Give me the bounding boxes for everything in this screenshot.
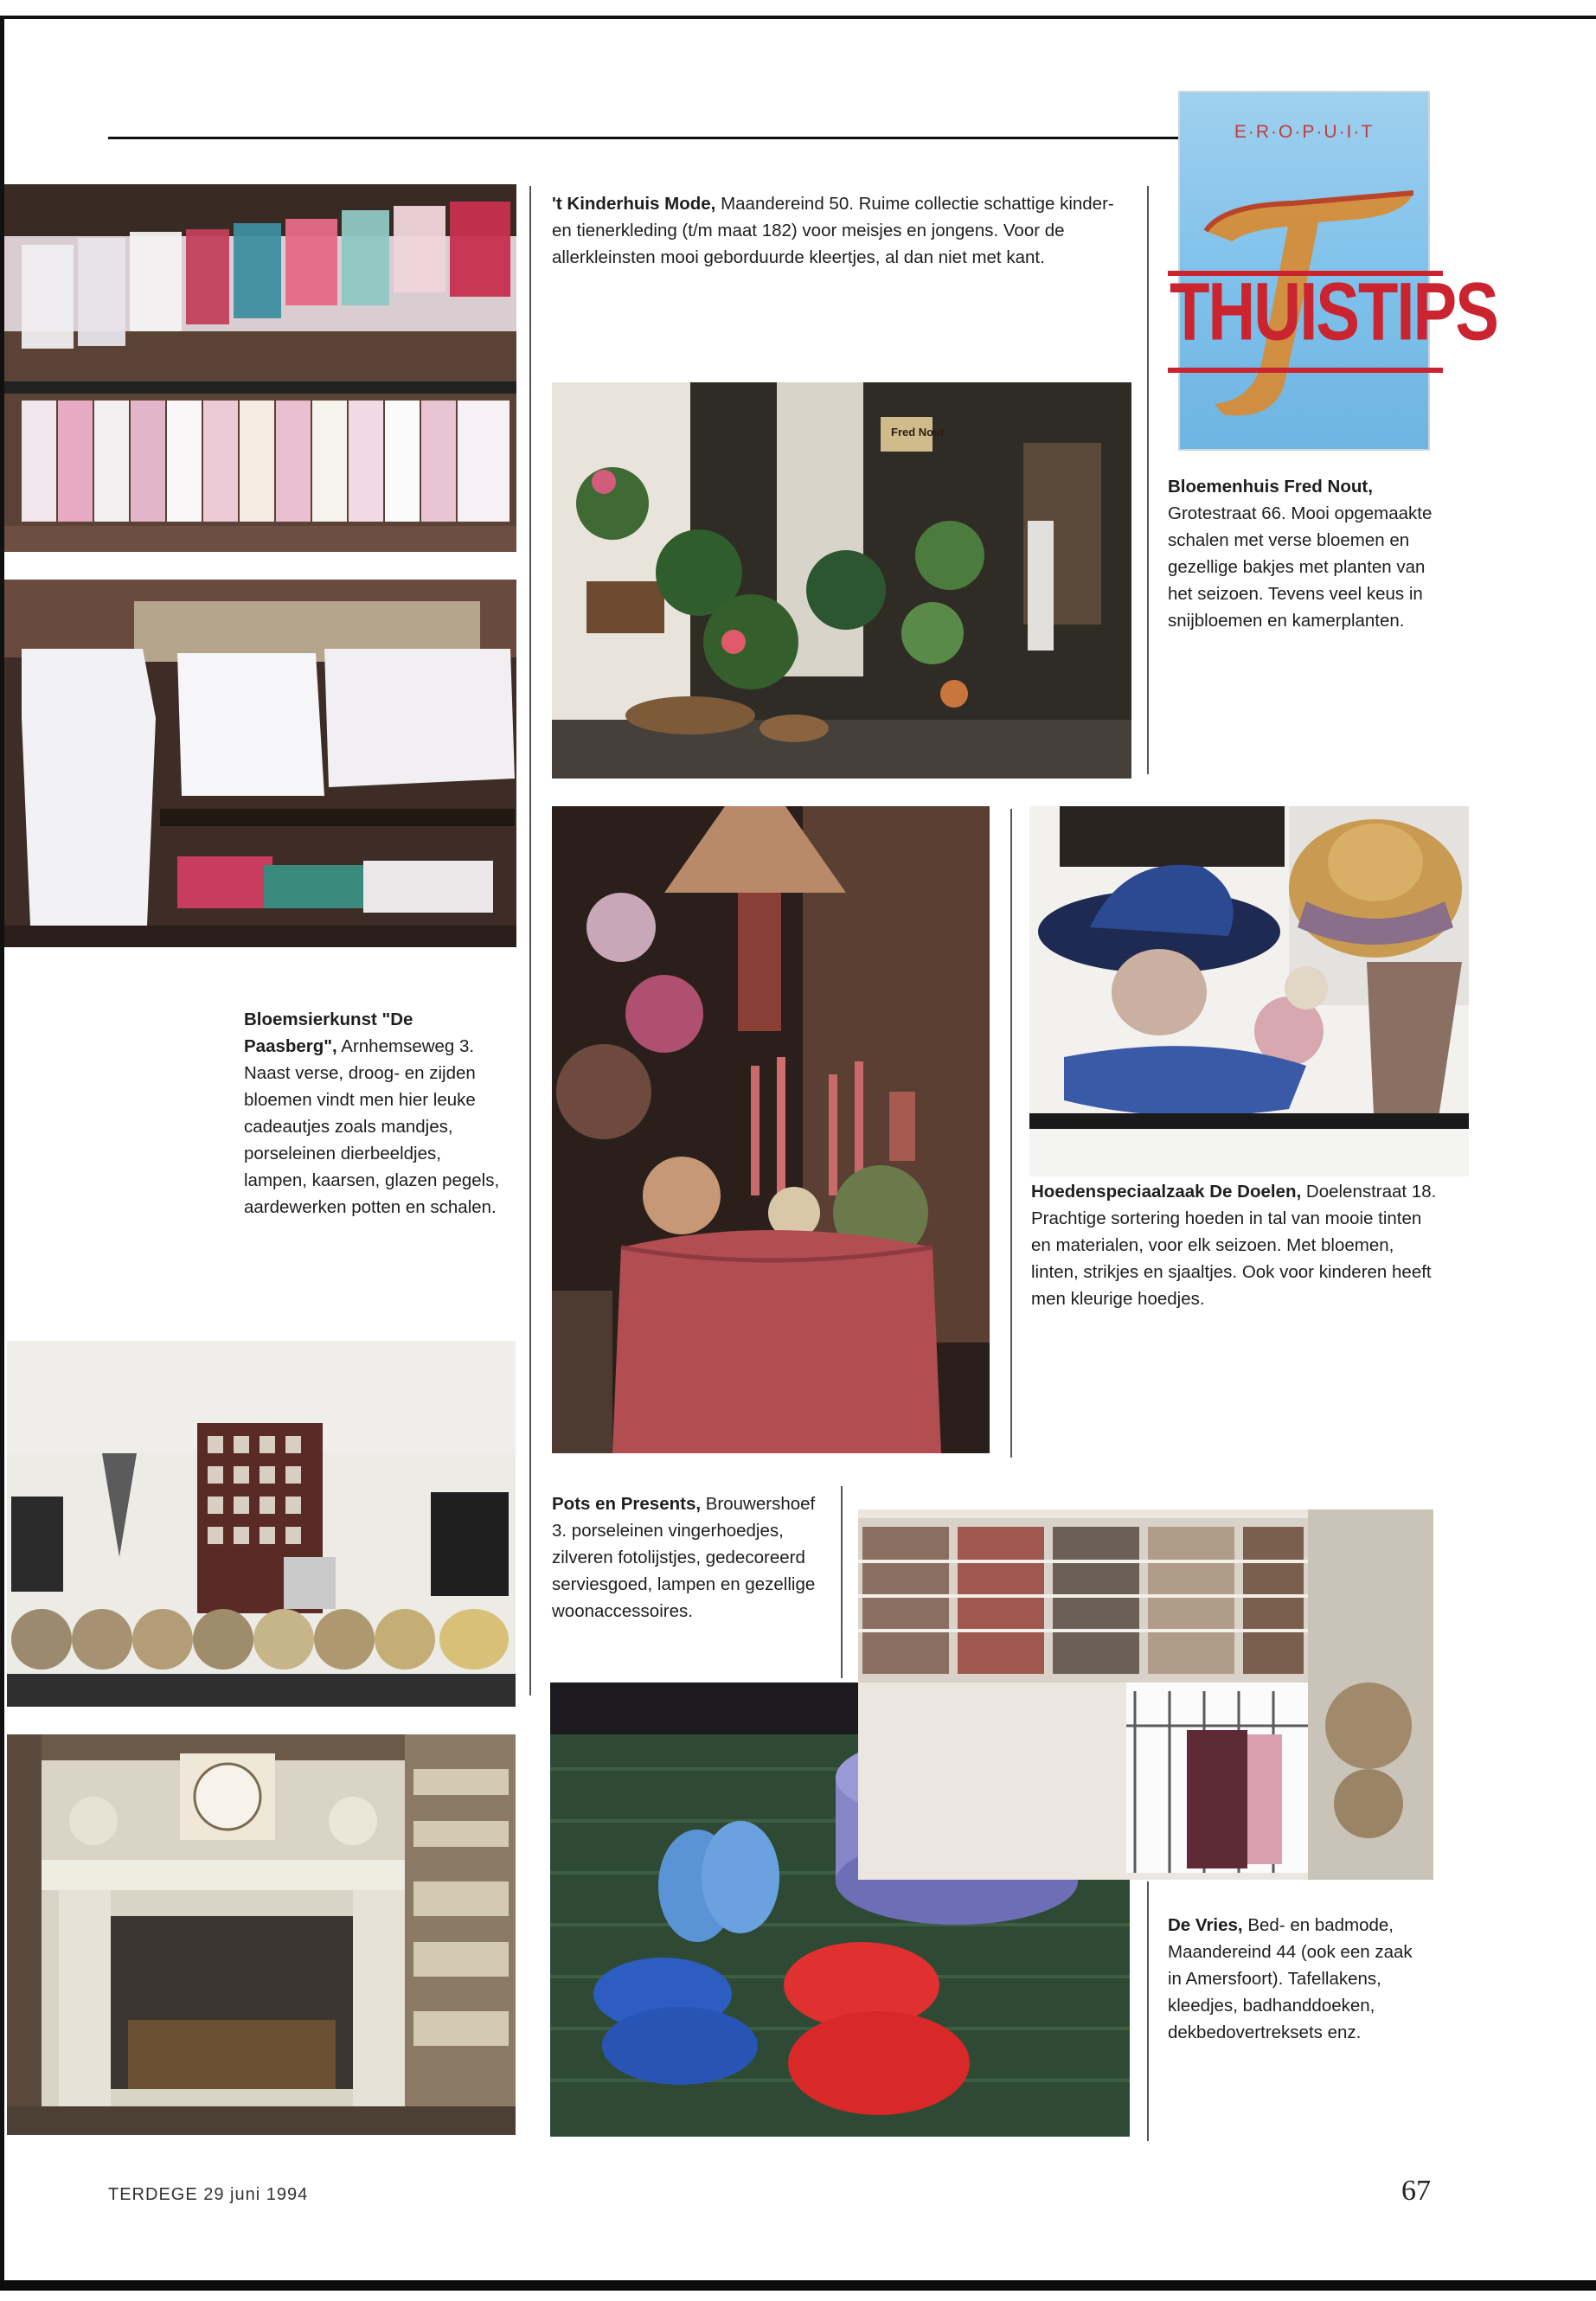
caption-text: Maandereind 50. Ruime collectie schattige kinder- en tienerkleding (t/m maat 182) voor meisjes en jongens. Voor de allerkleinsten mooi geborduurde kleertjes, al dan niet met kant. — [552, 194, 1114, 267]
column-rule-right-top — [1147, 186, 1149, 774]
caption-lead: Bloemenhuis Fred Nout, — [1168, 477, 1373, 497]
photo-de-vries-linens — [858, 1509, 1433, 1880]
column-rule-middle — [1010, 809, 1012, 1458]
caption-lead: 't Kinderhuis Mode, — [552, 194, 716, 214]
photo-pots-en-presents-mantel — [7, 1734, 516, 2135]
column-rule-pots — [841, 1486, 843, 1678]
caption-bloemsierkunst-paasberg — [244, 1006, 508, 1221]
caption-text: Bed- en badmode, Maandereind 44 (ook een zaak in Amersfoort). Tafellakens, kleedjes, badhanddoeken, dekbedovertreksets enz. — [1168, 1915, 1413, 2042]
logo-eropuit-text: E·R·O·P·U·I·T — [1234, 122, 1375, 142]
column-rule-devries — [1147, 1881, 1149, 2141]
caption-lead: Pots en Presents, — [552, 1494, 702, 1514]
logo-bar-bottom — [1168, 368, 1443, 373]
page-border-bottom — [0, 2280, 1596, 2291]
caption-text: Doelenstraat 18. Prachtige sortering hoeden in tal van mooie tinten en materialen, voor elk seizoen. Met bloemen, linten, strikjes en sjaaltjes. Ook voor kinderen heeft men kleurige hoedjes. — [1031, 1182, 1437, 1309]
photo-kinderhuis-baby-clothes — [4, 580, 516, 947]
photo-pots-en-presents-display — [7, 1341, 516, 1707]
page-number: 67 — [1401, 2175, 1431, 2207]
thuistips-logo — [1170, 91, 1497, 451]
caption-kinderhuis-mode — [552, 190, 1118, 271]
caption-text: Brouwershoef 3. porseleinen vingerhoedjes, zilveren fotolijstjes, gedecoreerd serviesgoed, lampen en gezellige woonaccessoires. — [552, 1494, 816, 1621]
caption-text: Grotestraat 66. Mooi opgemaakte schalen met verse bloemen en gezellige bakjes met planten van het seizoen. Tevens veel keus in snijbloemen en kamerplanten. — [1168, 503, 1433, 631]
shop-sign-text: Fred Nout — [891, 426, 945, 439]
caption-hoedenspeciaalzaak — [1031, 1178, 1438, 1312]
page-border-top — [0, 16, 1596, 19]
footer-publication: TERDEGE 29 juni 1994 — [108, 2185, 309, 2204]
caption-text: Arnhemseweg 3. Naast verse, droog- en zijden bloemen vindt men hier leuke cadeautjes zoals mandjes, porseleinen dierbeeldjes, lampen, kaarsen, glazen pegels, aardewerken potten en schalen. — [244, 1036, 500, 1217]
photo-hoedenspeciaalzaak-de-doelen — [1029, 806, 1469, 1176]
photo-bloemenhuis-fred-nout — [552, 382, 1131, 779]
caption-de-vries — [1168, 1912, 1427, 2046]
caption-bloemenhuis-fred-nout — [1168, 473, 1440, 634]
caption-lead: Bloemsierkunst "De Paasberg", — [244, 1009, 413, 1056]
caption-lead: Hoedenspeciaalzaak De Doelen, — [1031, 1182, 1302, 1202]
header-rule — [108, 137, 1181, 139]
caption-lead: De Vries, — [1168, 1915, 1243, 1935]
column-rule-left — [529, 186, 531, 1695]
photo-bloemsierkunst-paasberg — [552, 806, 990, 1453]
photo-kinderhuis-rack — [4, 184, 516, 552]
logo-title: THUISTIPS — [1170, 266, 1497, 358]
caption-pots-en-presents — [552, 1490, 833, 1625]
